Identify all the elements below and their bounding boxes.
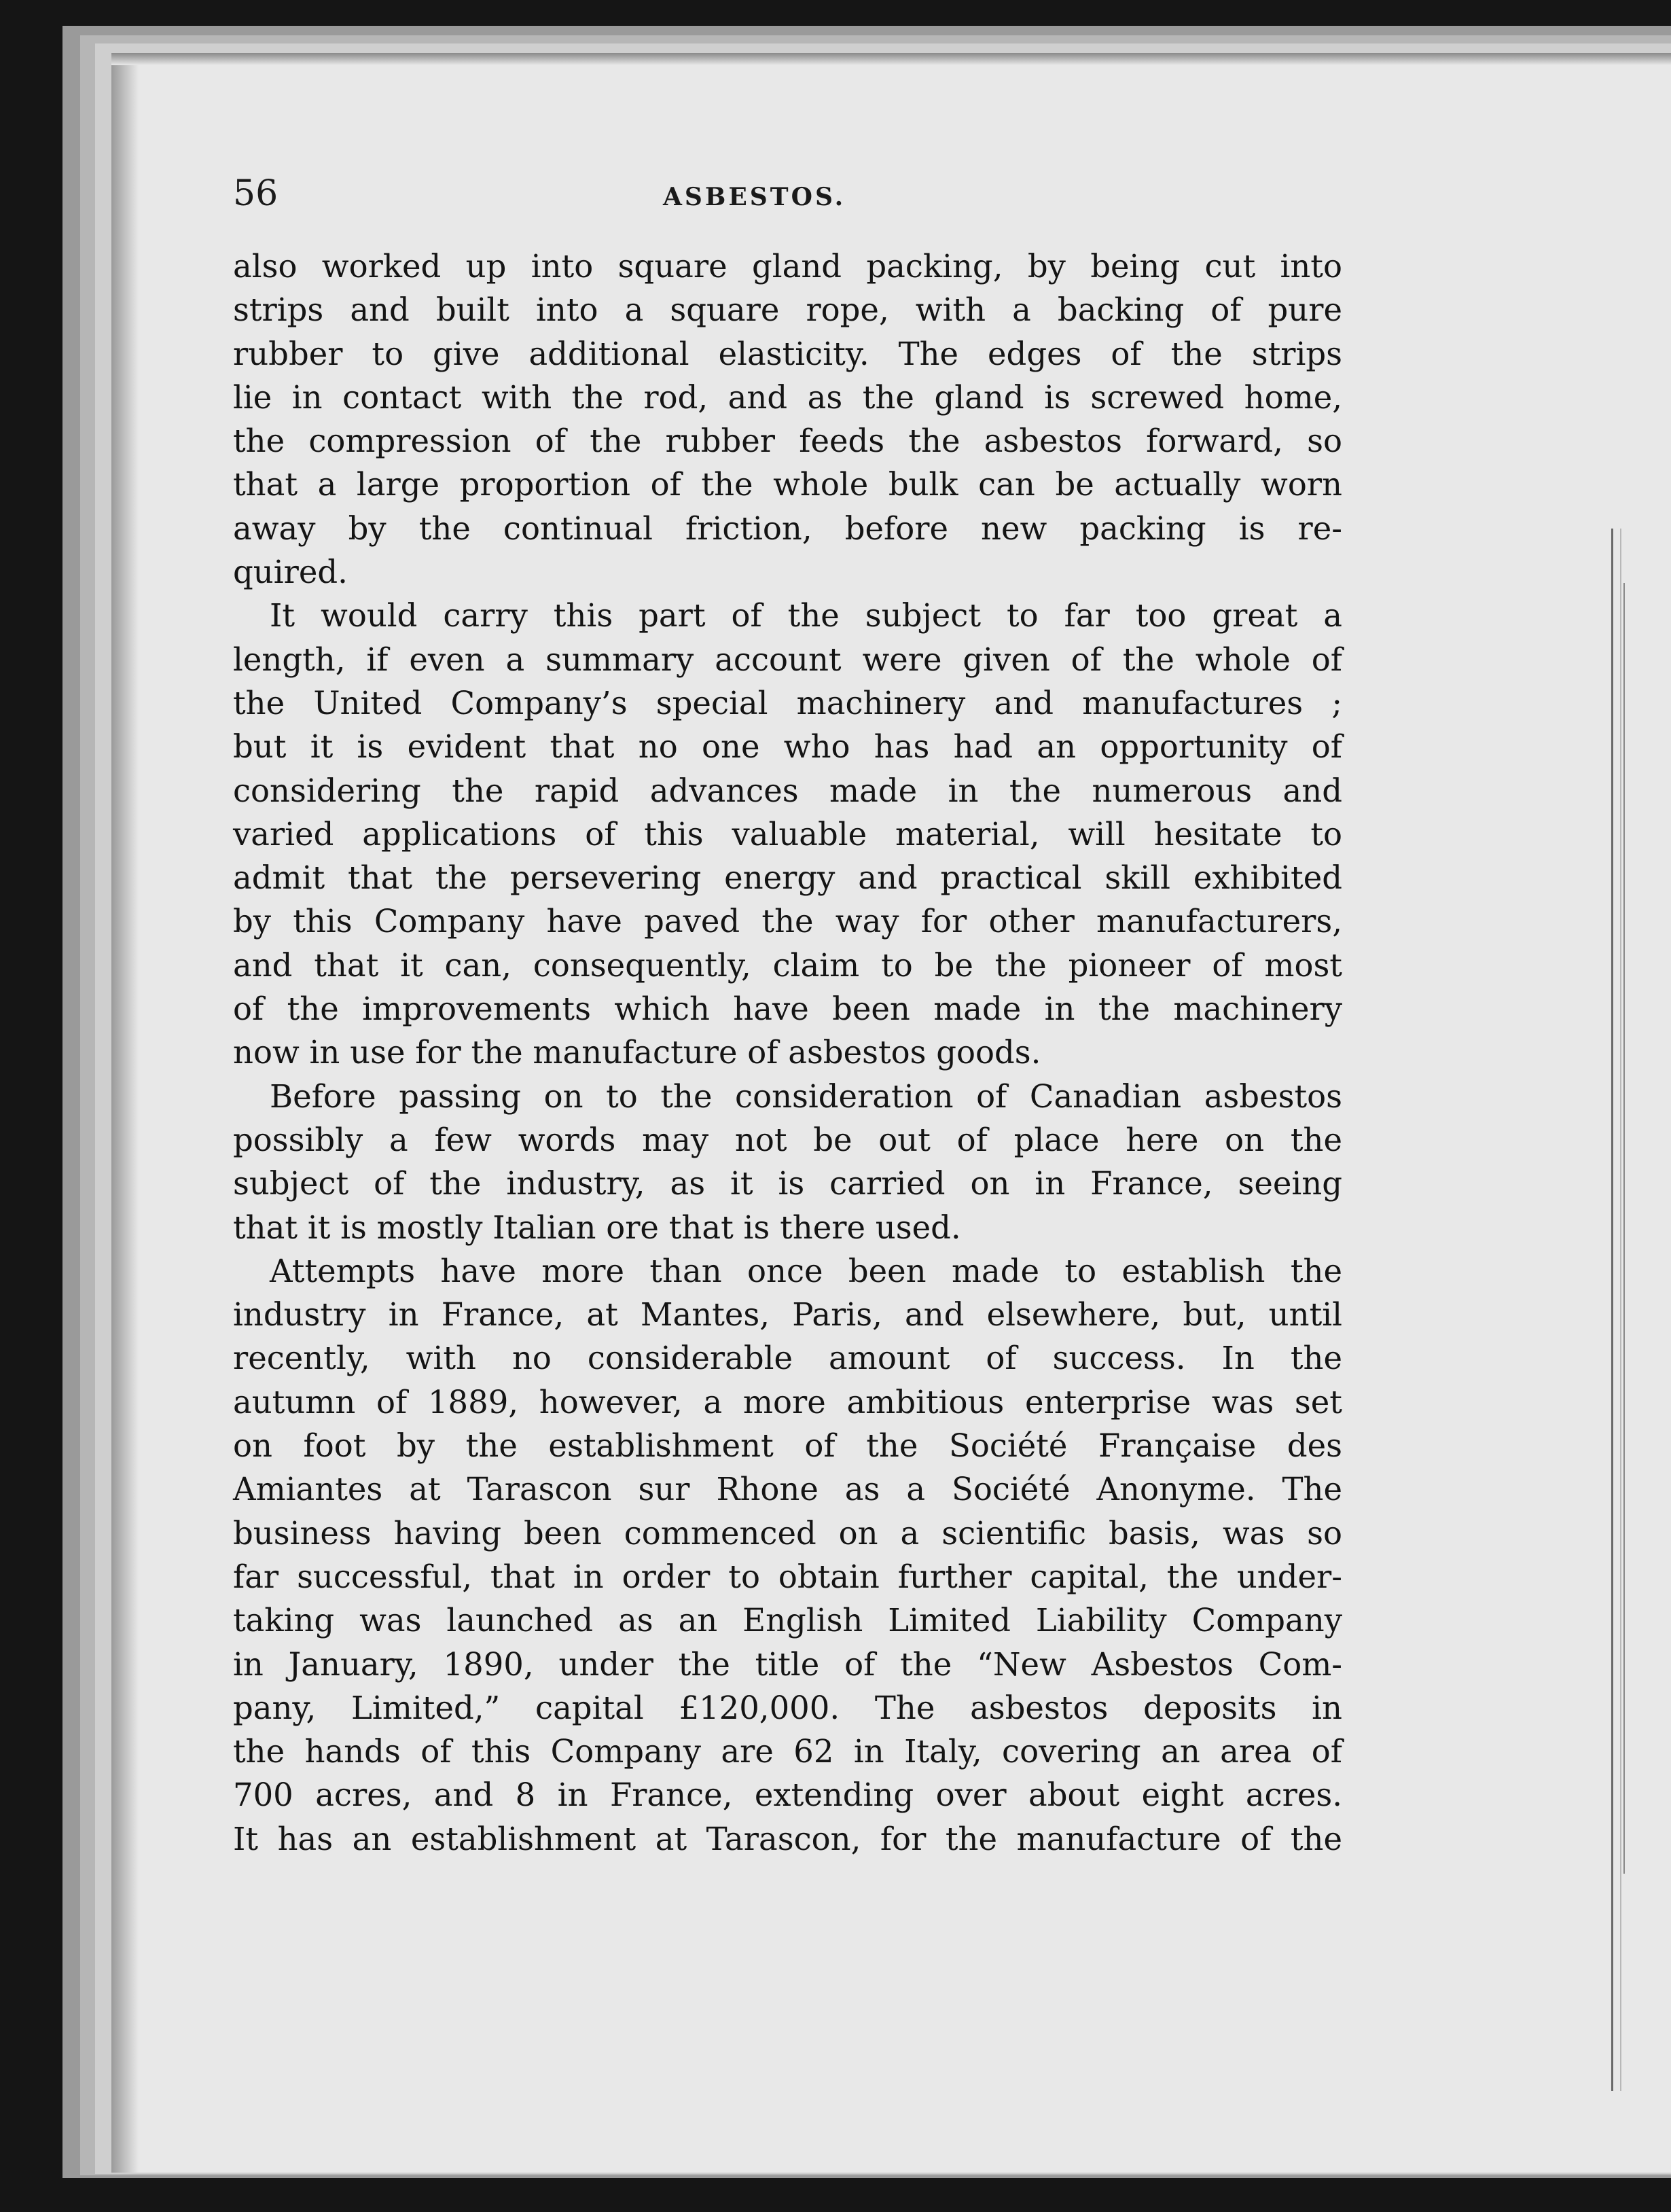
text-line: 700 acres, and 8 in France, extending over about eight acres. — [233, 1777, 1342, 1814]
text-line: possibly a few words may not be out of place here on the — [233, 1121, 1342, 1158]
text-line: strips and built into a square rope, with a backing of pure — [233, 291, 1342, 329]
text-line: considering the rapid advances made in the numerous and — [233, 772, 1342, 809]
page-fold-line — [1623, 583, 1632, 1874]
text-line: lie in contact with the rod, and as the gland is screwed home, — [233, 378, 1342, 416]
text-line: It would carry this part of the subject to far too great a — [270, 597, 1342, 635]
text-line: length, if even a summary account were given of the whole of — [233, 641, 1342, 678]
text-line: Before passing on to the consideration of Canadian asbestos — [270, 1077, 1342, 1115]
page-number: 56 — [233, 173, 278, 214]
text-line: the hands of this Company are 62 in Italy, covering an area of — [233, 1733, 1342, 1770]
text-line: autumn of 1889, however, a more ambitious enterprise was set — [233, 1383, 1342, 1421]
text-line: industry in France, at Mantes, Paris, and elsewhere, but, until — [233, 1296, 1342, 1334]
running-head — [0, 173, 1671, 228]
text-line: the United Company’s special machinery and manufactures ; — [233, 684, 1342, 721]
text-line: subject of the industry, as it is carried on in France, seeing — [233, 1165, 1342, 1202]
page-fold-line — [1611, 529, 1621, 2091]
text-line: far successful, that in order to obtain further capital, the under- — [233, 1558, 1342, 1595]
text-line: admit that the persevering energy and practical skill exhibited — [233, 859, 1342, 897]
text-line: and that it can, consequently, claim to be the pioneer of most — [233, 946, 1342, 984]
body-text — [233, 245, 1342, 1861]
text-line: recently, with no considerable amount of success. In the — [233, 1340, 1342, 1377]
text-line: now in use for the manufacture of asbestos goods. — [233, 1034, 1041, 1071]
text-line: on foot by the establishment of the Société Française des — [233, 1427, 1342, 1465]
text-line: in January, 1890, under the title of the “New Asbestos Com- — [233, 1645, 1342, 1683]
text-line: that a large proportion of the whole bulk can be actually worn — [233, 466, 1342, 503]
text-line: Attempts have more than once been made to establish the — [270, 1252, 1342, 1289]
text-line: of the improvements which have been made in the machinery — [233, 991, 1342, 1028]
text-line: by this Company have paved the way for other manufacturers, — [233, 903, 1342, 940]
text-line: the compression of the rubber feeds the asbestos forward, so — [233, 423, 1342, 460]
text-line: It has an establishment at Tarascon, for the manufacture of the — [233, 1820, 1342, 1857]
running-title: ASBESTOS. — [663, 183, 846, 211]
text-line: quired. — [233, 554, 348, 591]
text-line: taking was launched as an English Limited Liability Company — [233, 1602, 1342, 1639]
text-line: Amiantes at Tarascon sur Rhone as a Société Anonyme. The — [233, 1471, 1342, 1508]
text-line: also worked up into square gland packing, by being cut into — [233, 248, 1342, 285]
text-line: away by the continual friction, before new packing is re- — [233, 510, 1342, 547]
page-top-edge — [111, 53, 1671, 65]
text-line: rubber to give additional elasticity. The edges of the strips — [233, 335, 1342, 372]
text-line: varied applications of this valuable material, will hesitate to — [233, 815, 1342, 853]
text-line: pany, Limited,” capital £120,000. The asbestos deposits in — [233, 1689, 1342, 1726]
text-line: that it is mostly Italian ore that is there used. — [233, 1209, 961, 1246]
text-line: business having been commenced on a scientific basis, was so — [233, 1514, 1342, 1552]
text-line: but it is evident that no one who has had an opportunity of — [233, 728, 1342, 766]
page-gutter-shadow — [111, 53, 139, 2173]
